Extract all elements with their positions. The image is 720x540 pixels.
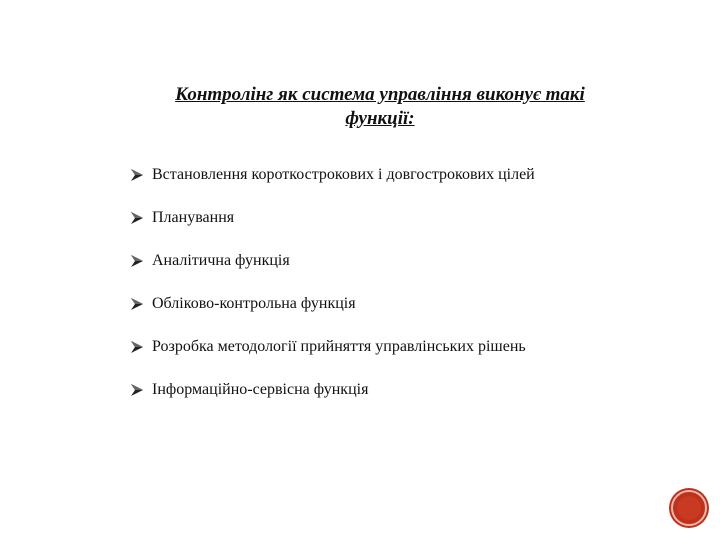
list-item-label: Планування bbox=[152, 208, 235, 226]
list-item-label: Розробка методології прийняття управлінських рішень bbox=[152, 337, 526, 355]
arrowhead-bullet-icon bbox=[130, 168, 152, 182]
arrowhead-bullet-icon bbox=[130, 254, 152, 268]
list-item bbox=[130, 325, 535, 368]
list-item-label: Аналітична функція bbox=[152, 251, 290, 269]
button-inner-circle bbox=[677, 496, 701, 520]
arrowhead-bullet-icon bbox=[130, 340, 152, 354]
function-list bbox=[130, 153, 535, 411]
slide-title: Контролінг як система управління виконує такі функції: bbox=[175, 84, 585, 129]
arrowhead-bullet-icon bbox=[130, 297, 152, 311]
list-item bbox=[130, 368, 535, 411]
list-item bbox=[130, 282, 535, 325]
arrowhead-bullet-icon bbox=[130, 383, 152, 397]
list-item bbox=[130, 153, 535, 196]
list-item bbox=[130, 196, 535, 239]
arrowhead-bullet-icon bbox=[130, 211, 152, 225]
red-circle-button-icon[interactable] bbox=[671, 490, 707, 526]
list-item-label: Встановлення короткострокових і довгострокових цілей bbox=[152, 165, 535, 183]
list-item-label: Інформаційно-сервісна функція bbox=[152, 380, 369, 398]
list-item-label: Обліково-контрольна функція bbox=[152, 294, 356, 312]
list-item bbox=[130, 239, 535, 282]
